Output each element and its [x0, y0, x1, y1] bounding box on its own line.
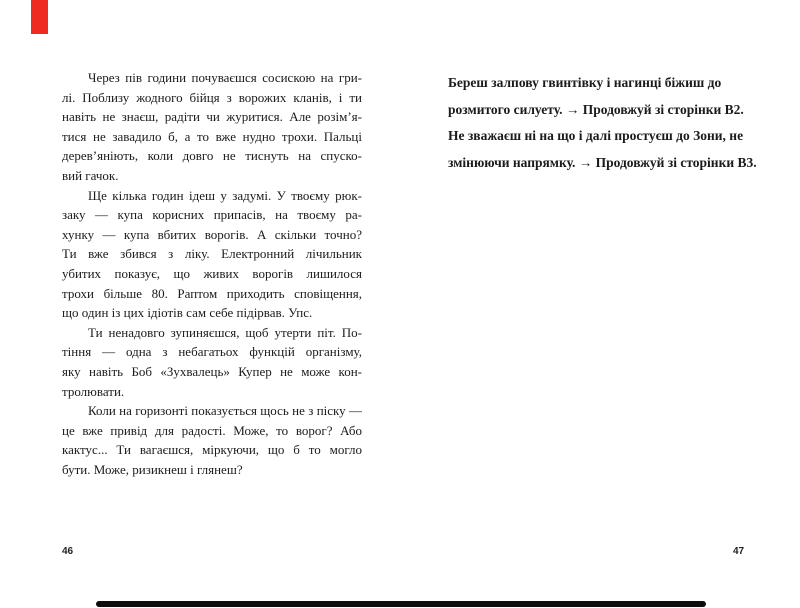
text-line: тися не завадило б, а то вже нудно трохи. Пальці — [62, 128, 362, 144]
text-line: лі. Поблизу жодного бійця з ворожих кланів, і ти — [62, 89, 362, 105]
text-line: тіння — одна з небагатьох функцій організму, — [62, 344, 362, 360]
choice-line: змінюючи напрямку. → Продовжуй зі сторінки В3. — [448, 154, 757, 170]
text-line: Ще кілька годин ідеш у задумі. У твоєму рюк- — [88, 187, 362, 203]
text-line: Через пів години почуваєшся сосискою на гри- — [88, 70, 362, 85]
text-line: кактус... Ти вагаєшся, міркуючи, що б то могло — [62, 442, 362, 458]
page-number-right: 47 — [733, 546, 745, 557]
text-line: Ти ненадовго зупиняєшся, щоб утерти піт. По- — [88, 324, 362, 340]
choice-line: Не зважаєш ні на що і далі простуєш до Зони, не — [448, 128, 744, 143]
paragraph — [62, 401, 362, 479]
choice-line: розмитого силуету. → Продовжуй зі сторінки В2. — [448, 101, 744, 117]
text-line: навіть не знаєш, радіти чи журитися. Але розім’я- — [62, 109, 362, 125]
bookmark-ribbon-icon[interactable] — [31, 0, 48, 34]
text-line: що один із цих ідіотів сам себе підірвав. Упс. — [62, 305, 313, 321]
text-line: убитих показує, що живих ворогів лишилося — [62, 265, 362, 281]
text-line: Коли на горизонті показується щось не з піску — — [88, 403, 362, 419]
text-line: це вже привід для радості. Може, то ворог? Або — [62, 422, 362, 438]
left-page-text — [62, 68, 362, 479]
reader-progress-bar[interactable] — [96, 601, 706, 607]
page-number-left: 46 — [62, 546, 74, 557]
text-line: дерев’яніють, коли довго не тиснуть на спуско- — [62, 148, 362, 164]
text-line: трохи більше 80. Раптом приходить сповіщення, — [62, 285, 362, 301]
text-line: тролювати. — [62, 383, 125, 399]
text-line: Ти вже збився з ліку. Електронний лічильник — [62, 246, 362, 262]
text-line: заку — купа корисних припасів, на твоєму ра- — [62, 207, 362, 223]
text-line: яку навіть Боб «Зухвалець» Купер не може кон- — [62, 363, 362, 379]
paragraph — [62, 68, 362, 186]
choice-line: Береш залпову гвинтівку і нагинці біжиш до — [448, 75, 722, 90]
paragraph — [62, 186, 362, 323]
paragraph — [62, 323, 362, 401]
right-page-choices — [448, 70, 763, 176]
text-line: хунку — купа вбитих ворогів. А скільки точно? — [62, 226, 362, 242]
text-line: вий гачок. — [62, 167, 119, 183]
text-line: бути. Може, ризикнеш і глянеш? — [62, 461, 243, 477]
